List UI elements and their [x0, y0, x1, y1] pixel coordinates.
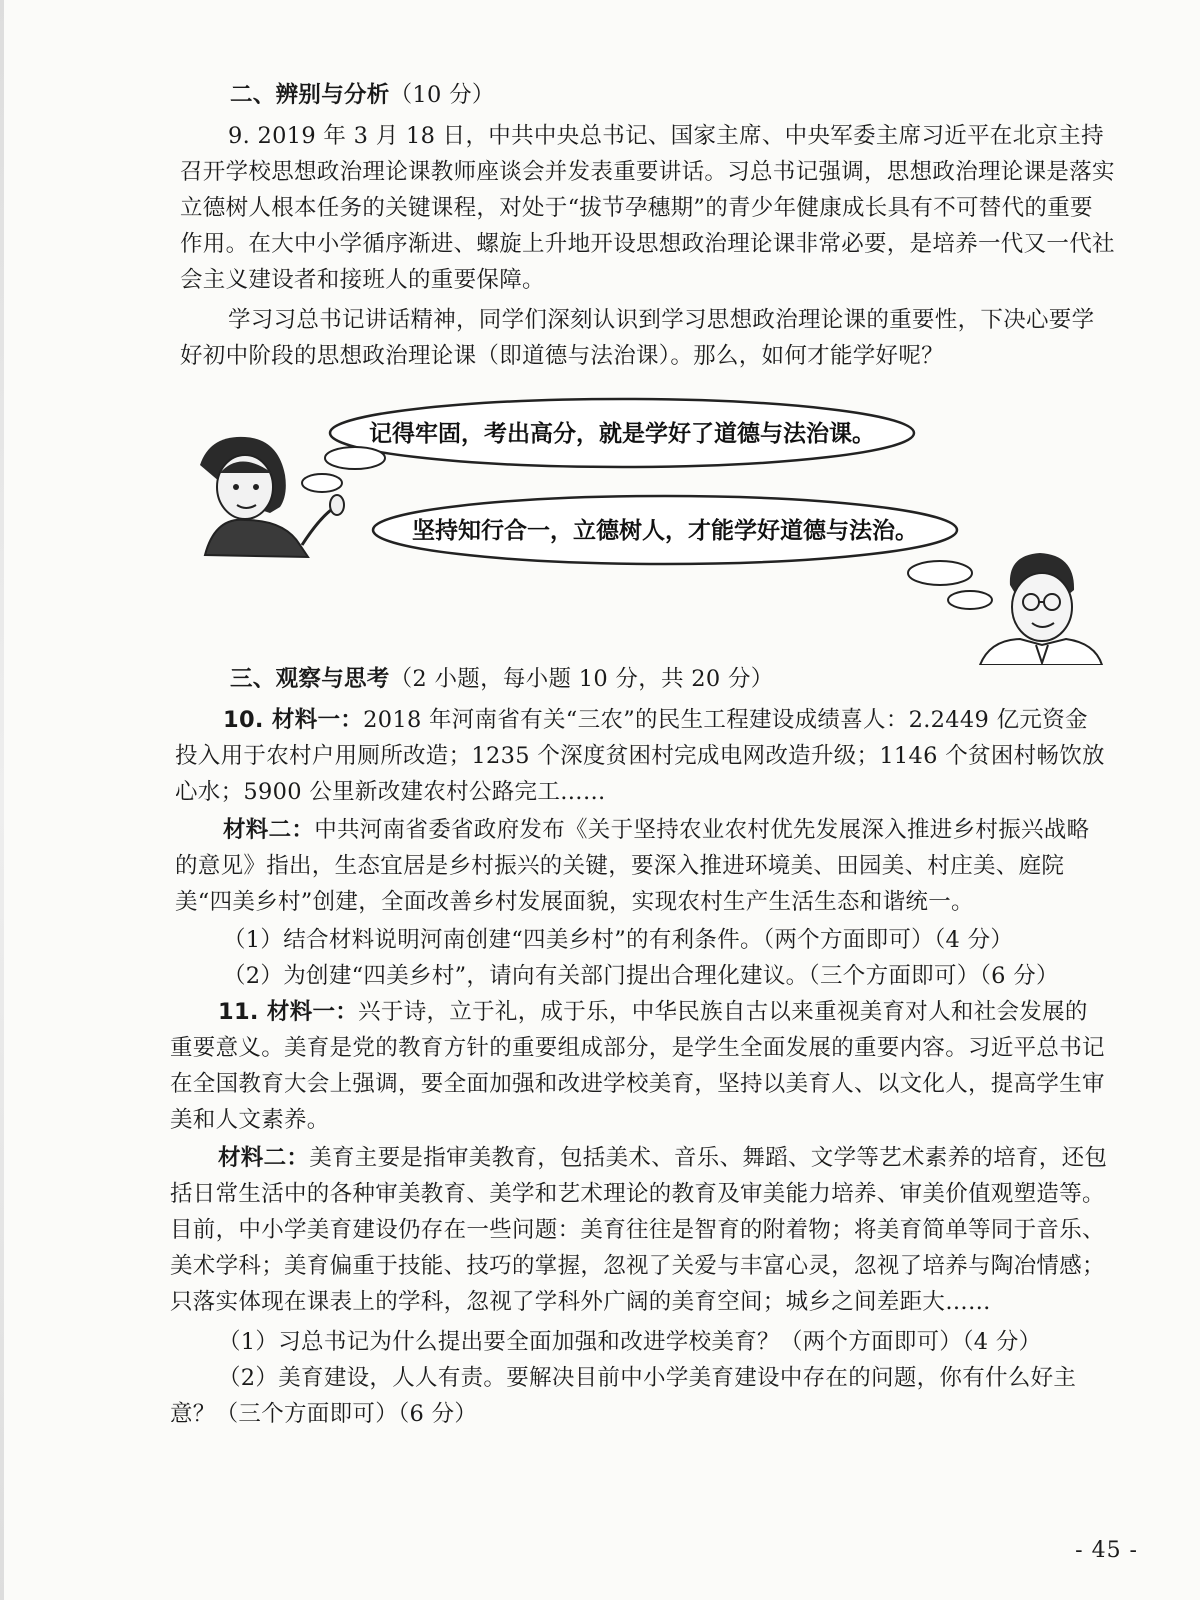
speech-bubble-1-text: 记得牢固，考出高分，就是学好了道德与法治课。 — [369, 421, 875, 447]
thought-dot — [325, 447, 385, 469]
q9-paragraph-1: 9. 2019 年 3 月 18 日，中共中央总书记、国家主席、中央军委主席习近平在北京主持召开学校思想政治理论课教师座谈会并发表重要讲话。习总书记强调，思想政治理论课是落实立德树人根本任务的关键课程，对处于“拔节孕穗期”的青少年健康成长具有不可替代的重要作用。在大中小学循序渐进、螺旋上升地开设思想政治理论课非常必要，是培养一代又一代社会主义建设者和接班人的重要保障。 — [180, 123, 1115, 293]
q11-block — [170, 994, 1110, 1432]
discussion-illustration — [190, 395, 1110, 665]
q10-label: 10. 材料一： — [223, 707, 364, 733]
q10-material-2 — [175, 812, 1110, 920]
section3-heading-row — [230, 662, 1175, 696]
q11-material-2-label: 材料二： — [218, 1145, 310, 1171]
thought-dot — [908, 561, 972, 585]
q10-material-2-label: 材料二： — [223, 817, 315, 843]
thought-dot — [302, 474, 342, 492]
section3-score: （2 小题，每小题 10 分，共 20 分） — [389, 666, 774, 692]
q10-block — [175, 702, 1110, 994]
q11-subquestion-1: （1）习总书记为什么提出要全面加强和改进学校美育？（两个方面即可）（4 分） — [218, 1329, 1042, 1355]
scan-edge — [0, 0, 4, 1600]
q11-material-2 — [170, 1140, 1110, 1320]
q11-label: 11. 材料一： — [218, 999, 359, 1025]
q11-material-1 — [170, 994, 1110, 1138]
q10-subquestion-1: （1）结合材料说明河南创建“四美乡村”的有利条件。（两个方面即可）（4 分） — [223, 927, 1014, 953]
q10-subquestion-2: （2）为创建“四美乡村”，请向有关部门提出合理化建议。（三个方面即可）（6 分） — [223, 963, 1059, 989]
q10-material-2-text: 中共河南省委省政府发布《关于坚持农业农村优先发展深入推进乡村振兴战略的意见》指出，生态宜居是乡村振兴的关键，要深入推进环境美、田园美、村庄美、庭院美“四美乡村”创建，全面改善乡村发展面貌，实现农村生产生活生态和谐统一。 — [175, 817, 1090, 915]
q10-material-1 — [175, 702, 1110, 810]
man-figure — [980, 553, 1102, 665]
section2-heading: 二、辨别与分析 — [230, 82, 390, 108]
thought-dot — [948, 591, 992, 609]
q10-material-1-text: 2018 年河南省有关“三农”的民生工程建设成绩喜人：2.2449 亿元资金投入用于农村户用厕所改造；1235 个深度贫困村完成电网改造升级；1146 个贫困村畅饮放心水；5900 公里新改建农村公路完工…… — [175, 707, 1105, 805]
section2-score: （10 分） — [389, 82, 495, 108]
section2-heading-row — [230, 78, 1175, 112]
q11-material-1-text: 兴于诗，立于礼，成于乐，中华民族自古以来重视美育对人和社会发展的重要意义。美育是党的教育方针的重要组成部分，是学生全面发展的重要内容。习近平总书记在全国教育大会上强调，要全面加强和改进学校美育，坚持以美育人、以文化人，提高学生审美和人文素养。 — [170, 999, 1105, 1133]
girl-figure — [200, 437, 344, 557]
q11-material-2-text: 美育主要是指审美教育，包括美术、音乐、舞蹈、文学等艺术素养的培育，还包括日常生活中的各种审美教育、美学和艺术理论的教育及审美能力培养、审美价值观塑造等。目前，中小学美育建设仍存在一些问题：美育往往是智育的附着物；将美育简单等同于音乐、美术学科；美育偏重于技能、技巧的掌握，忽视了关爱与丰富心灵，忽视了培养与陶冶情感；只落实体现在课表上的学科，忽视了学科外广阔的美育空间；城乡之间差距大…… — [170, 1145, 1108, 1315]
q11-subquestion-2: （2）美育建设，人人有责。要解决目前中小学美育建设中存在的问题，你有什么好主意？（三个方面即可）（6 分） — [170, 1365, 1077, 1427]
q9-block — [180, 118, 1115, 374]
q9-paragraph-2: 学习习总书记讲话精神，同学们深刻认识到学习思想政治理论课的重要性，下决心要学好初中阶段的思想政治理论课（即道德与法治课）。那么，如何才能学好呢？ — [180, 307, 1095, 369]
speech-bubble-2-text: 坚持知行合一，立德树人，才能学好道德与法治。 — [412, 518, 918, 544]
page-number: - 45 - — [1075, 1538, 1138, 1563]
section3-heading: 三、观察与思考 — [230, 666, 390, 692]
